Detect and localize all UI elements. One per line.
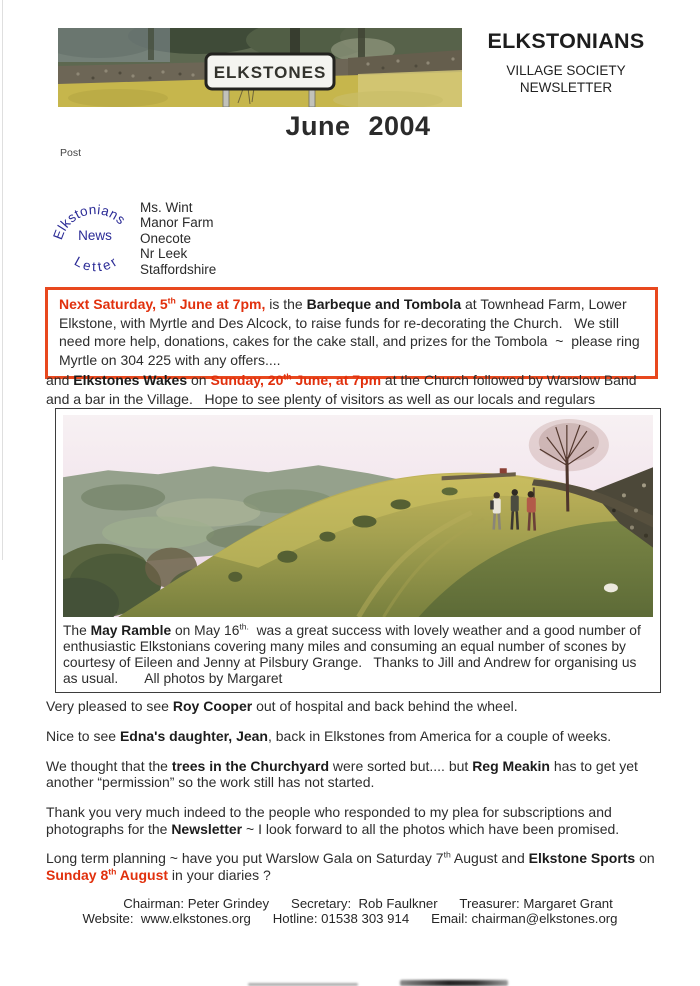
footer-contacts: Website: www.elkstones.org Hotline: 01538 303 914 Email: chairman@elkstones.org: [82, 911, 618, 926]
footer-officers: Chairman: Peter Grindey Secretary: Rob Faulkner Treasurer: Margaret Grant: [123, 896, 613, 911]
org-subtitle: [468, 63, 664, 96]
address-line: Onecote: [140, 230, 192, 246]
logo-letter-text: Letter: [71, 253, 122, 275]
address-line: Manor Farm: [140, 215, 214, 231]
scan-artifact-left-edge: [2, 0, 3, 560]
address-line: Nr Leek: [140, 246, 188, 262]
org-subtitle-line2: NEWSLETTER: [519, 79, 613, 95]
announcement-box: [45, 287, 658, 379]
issue-title: June 2004: [285, 111, 431, 141]
scan-smudge-dark: [400, 980, 508, 986]
address-line: Ms. Wint: [140, 200, 193, 215]
newsletter-logo: [49, 188, 141, 280]
news-paragraph-subscriptions: Thank you very much indeed to the people who responded to my plea for subscriptions and photographs for the Newsletter ~ I look forward to all the photos which have been promised.: [46, 803, 620, 837]
wakes-paragraph: and Elkstones Wakes on Sunday, 20th June, at 7pm at the Church followed by Warslow Band and a bar in the Village. Hope to see plenty of visitors as well as our locals and regulars: [46, 371, 641, 407]
may-ramble-photo: [63, 415, 653, 617]
sign-text: ELKSTONES: [213, 63, 327, 82]
ramble-photo-box: [55, 408, 661, 693]
news-paragraph-roy-cooper: Very pleased to see Roy Cooper out of hospital and back behind the wheel.: [46, 698, 518, 714]
ramble-caption: The May Ramble on May $16^{th.}$ was a great success with lovely weather and a good number of enthusiastic Elkstonians covering many miles and consuming an equal number of scones by courtesy of Eileen and Jenny at Pilsbury Grange. Thanks to Jill and Andrew for organising us as usual. All photos by Margaret: [63, 621, 645, 687]
logo-arc-text: Elkstonians: [50, 201, 129, 242]
logo-news-text: News: [78, 228, 112, 243]
org-subtitle-line1: VILLAGE SOCIETY: [506, 63, 626, 78]
news-paragraph-churchyard-trees: We thought that the trees in the Churchyard were sorted but.... but Reg Meakin has to get yet another “permission” so the work still has not started.: [46, 757, 642, 791]
org-title: ELKSTONIANS: [487, 29, 645, 53]
address-line: Staffordshire: [140, 261, 217, 277]
svg-text:Letter: [72, 253, 122, 274]
news-section: [46, 698, 666, 897]
news-paragraph-long-term-planning: Long term planning ~ have you put Warslow Gala on Saturday 7th August and Elkstone Sports on Sunday 8th August in your diaries ?: [46, 849, 659, 883]
news-paragraph-edna-jean: Nice to see Edna's daughter, Jean, back in Elkstones from America for a couple of weeks.: [46, 727, 612, 744]
recipient-address: [140, 200, 216, 277]
sheep: [604, 583, 618, 592]
announcement-text: Next Saturday, 5th June at 7pm, is the Barbeque and Tombola at Townhead Farm, Lower Elkstone, with Myrtle and Des Alcock, to raise funds for re-decorating the Church. We still need more help, donations, cakes for the cake stall, and prizes for the Tombola ~ please ring Myrtle on 304 225 with any offers....: [59, 295, 644, 368]
header-photo: [58, 28, 462, 107]
post-label: Post: [60, 147, 82, 159]
